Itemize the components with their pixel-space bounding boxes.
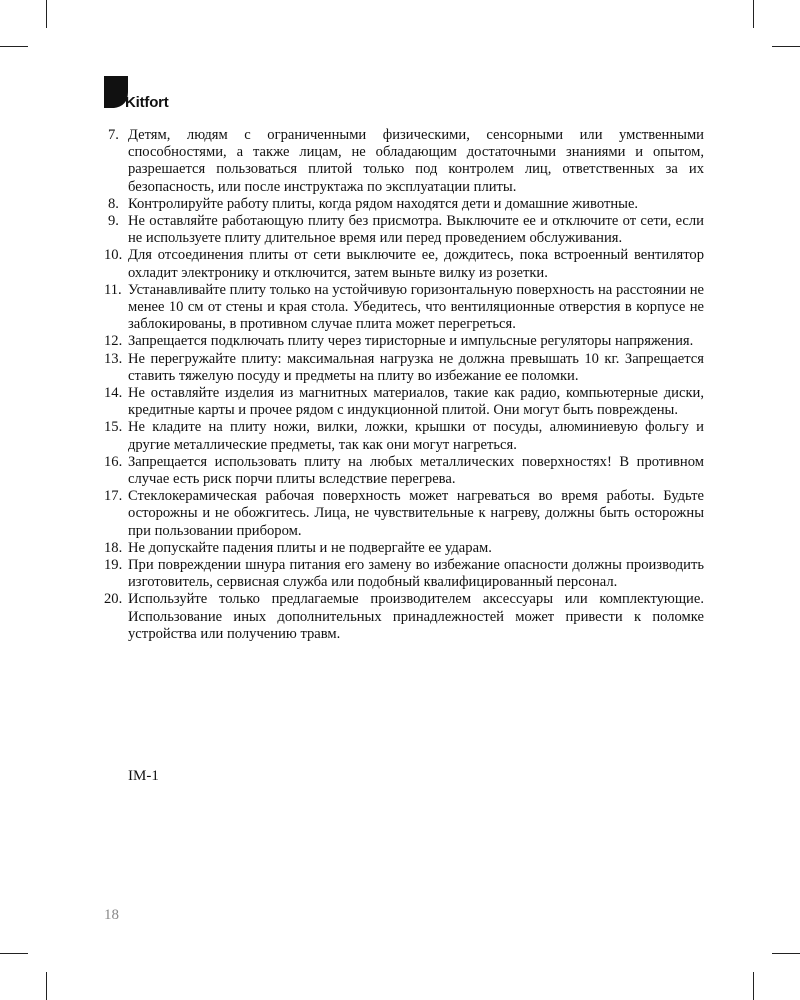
crop-mark bbox=[46, 0, 47, 28]
list-item-text: Устанавливайте плиту только на устойчивую горизонтальную поверхность на расстоянии не менее 10 см от стены и края стола. Убедитесь, что вентиляционные отверстия в корпусе не заблокированы, в противном случае плита может перегреться. bbox=[128, 281, 704, 333]
list-item-number: 7. bbox=[108, 127, 119, 143]
list-item-number: 11. bbox=[104, 281, 122, 298]
list-item-text: Для отсоединения плиты от сети выключите ее, дождитесь, пока встроенный вентилятор охладит электронику и отключится, затем выньте вилку из розетки. bbox=[128, 247, 704, 281]
document-code: IM-1 bbox=[128, 768, 159, 784]
crop-mark bbox=[772, 953, 800, 954]
list-item bbox=[104, 333, 704, 350]
brand-logo bbox=[104, 76, 224, 116]
list-item-number: 10. bbox=[104, 247, 123, 264]
list-item bbox=[104, 557, 704, 591]
list-item-text: Запрещается использовать плиту на любых металлических поверхностях! В противном случае есть риск порчи плиты вследствие перегрева. bbox=[128, 453, 704, 488]
list-item-number: 12. bbox=[104, 333, 123, 350]
list-item-number: 15. bbox=[104, 419, 123, 436]
list-item-text: Контролируйте работу плиты, когда рядом находятся дети и домашние животные. bbox=[128, 195, 639, 212]
list-item-number: 20. bbox=[104, 591, 123, 608]
list-item-text: Не перегружайте плиту: максимальная нагрузка не должна превышать 10 кг. Запрещается ставить тяжелую посуду и предметы на плиту во избежание ее поломки. bbox=[128, 350, 704, 384]
crop-mark bbox=[753, 972, 754, 1000]
list-item bbox=[104, 385, 704, 419]
list-item bbox=[104, 454, 704, 488]
crop-mark bbox=[46, 972, 47, 1000]
crop-mark bbox=[753, 0, 754, 28]
page-number: 18 bbox=[104, 907, 119, 923]
list-item-text: Стеклокерамическая рабочая поверхность может нагреваться во время работы. Будьте осторожны и не обожгитесь. Лица, не чувствительные к нагреву, должны быть осторожны при пользовании прибором. bbox=[128, 488, 704, 539]
list-item-number: 17. bbox=[104, 488, 123, 505]
list-item bbox=[104, 196, 704, 213]
list-item bbox=[104, 591, 704, 643]
list-item-number: 19. bbox=[104, 557, 123, 574]
list-item-text: Не оставляйте изделия из магнитных материалов, такие как радио, компьютерные диски, кредитные карты и прочее рядом с индукционной плитой. Они могут быть повреждены. bbox=[128, 385, 704, 419]
list-item-number: 14. bbox=[104, 385, 123, 402]
list-item bbox=[104, 282, 704, 334]
list-item-number: 9. bbox=[108, 213, 119, 230]
list-item bbox=[104, 540, 704, 557]
list-item-text: Запрещается подключать плиту через тиристорные и импульсные регуляторы напряжения. bbox=[128, 333, 694, 350]
list-item-number: 16. bbox=[104, 453, 123, 470]
list-item-number: 13. bbox=[104, 350, 123, 367]
list-item-text: Не оставляйте работающую плиту без присмотра. Выключите ее и отключите от сети, если не используете плиту длительное время или перед проведением обслуживания. bbox=[128, 213, 704, 247]
list-item-text: Не кладите на плиту ножи, вилки, ложки, крышки от посуды, алюминиевую фольгу и другие металлические предметы, так как они могут нагреться. bbox=[128, 419, 704, 453]
list-item-text: Используйте только предлагаемые производителем аксессуары или комплектующие. Использование иных дополнительных принадлежностей может привести к поломке устройства или получению травм. bbox=[128, 591, 704, 642]
crop-mark bbox=[772, 46, 800, 47]
crop-mark bbox=[0, 46, 28, 47]
list-item bbox=[104, 351, 704, 385]
list-item bbox=[104, 213, 704, 247]
list-item bbox=[104, 247, 704, 281]
list-item-text: Детям, людям с ограниченными физическими, сенсорными или умственными способностями, а также лицам, не обладающим достаточными знаниями и опытом, разрешается пользоваться плитой только под контролем лиц, ответственных за их безопасность, или после инструктажа по эксплуатации плиты. bbox=[128, 127, 704, 195]
list-item-number: 18. bbox=[104, 539, 123, 556]
list-item bbox=[104, 127, 704, 196]
safety-rules-list bbox=[104, 127, 704, 643]
brand-name: Kitfort bbox=[125, 94, 169, 111]
list-item bbox=[104, 488, 704, 540]
list-item-number: 8. bbox=[108, 195, 119, 212]
list-item-text: Не допускайте падения плиты и не подвергайте ее ударам. bbox=[128, 539, 492, 556]
list-item bbox=[104, 419, 704, 453]
list-item-text: При повреждении шнура питания его замену во избежание опасности должны производить изготовитель, сервисная служба или подобный квалифицированный персонал. bbox=[128, 557, 704, 591]
crop-mark bbox=[0, 953, 28, 954]
